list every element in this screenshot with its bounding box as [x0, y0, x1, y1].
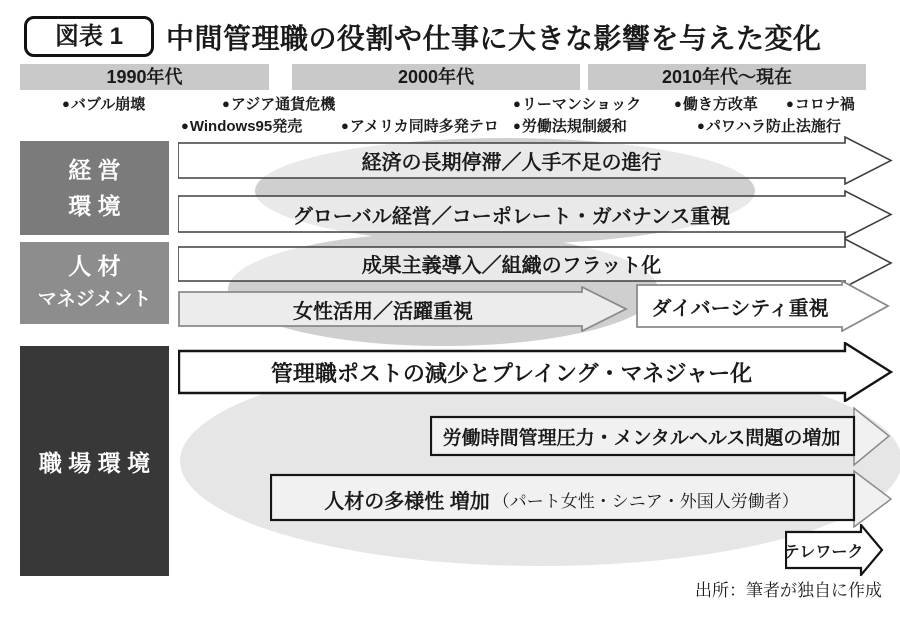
event-label: アジア通貨危機	[230, 96, 336, 113]
arrow-workforce-diversity	[270, 470, 893, 528]
event-label: バブル崩壊	[70, 96, 146, 113]
category-block-hr-management	[20, 242, 169, 324]
decade-band-2000s: 2000年代	[292, 64, 580, 90]
event-windows95	[181, 116, 302, 136]
category-block-workplace-env	[20, 346, 169, 576]
arrow-label-sub: （パート女性・シニア・外国人労働者）	[492, 491, 799, 511]
arrow-global-governance	[178, 190, 893, 239]
event-corona	[786, 94, 855, 114]
event-label: リーマンショック	[521, 96, 642, 113]
event-label: 労働法規制緩和	[521, 118, 627, 135]
event-lehman-shock	[513, 94, 641, 114]
event-asian-currency-crisis	[222, 94, 335, 114]
event-label: 働き方改革	[682, 96, 758, 113]
source-credit: 出所：筆者が独自に作成	[695, 581, 882, 600]
arrow-women-utilization	[178, 286, 628, 332]
bullet-icon: ●	[697, 118, 705, 133]
arrow-mental-health	[430, 406, 891, 467]
event-pawahara-law	[697, 116, 841, 136]
event-workstyle-reform	[674, 94, 758, 114]
figure-number-badge: 図表 1	[24, 16, 154, 57]
category-label-line: 経 営	[68, 157, 121, 183]
arrow-playing-manager	[178, 342, 893, 402]
bullet-icon: ●	[222, 96, 230, 111]
category-label-line: 職 場 環 境	[38, 449, 151, 476]
bullet-icon: ●	[674, 96, 682, 111]
arrow-telework	[785, 524, 884, 576]
bullet-icon: ●	[786, 96, 794, 111]
figure-title: 中間管理職の役割や仕事に大きな影響を与えた変化	[166, 23, 822, 54]
arrow-label: 管理職ポストの減少とプレイング・マネジャー化	[270, 360, 753, 386]
event-label: アメリカ同時多発テロ	[349, 118, 499, 135]
event-label: Windows95発売	[189, 118, 303, 135]
arrow-label: 成果主義導入／組織のフラット化	[361, 254, 662, 277]
category-label-line: 人 材	[68, 253, 121, 279]
arrow-label: 労働時間管理圧力・メンタルヘルス問題の増加	[442, 428, 841, 449]
bullet-icon: ●	[513, 96, 521, 111]
category-label-line: マネジメント	[37, 289, 152, 310]
arrow-label: 経済の長期停滞／人手不足の進行	[361, 152, 662, 174]
event-911-terror	[341, 116, 499, 136]
decade-band-2010s: 2010年代～現在	[588, 64, 866, 90]
arrow-diversity	[636, 280, 890, 332]
arrow-label: グローバル経営／コーポレート・ガバナンス重視	[292, 206, 731, 228]
bullet-icon: ●	[341, 118, 349, 133]
decade-band-1990s: 1990年代	[20, 64, 269, 90]
arrow-economic-stagnation	[178, 136, 893, 185]
category-label-line: 環 境	[68, 193, 121, 219]
bullet-icon: ●	[181, 118, 189, 133]
bullet-icon: ●	[62, 96, 70, 111]
arrow-label: ダイバーシティ重視	[651, 297, 829, 320]
arrow-label-main: 人材の多様性 増加	[324, 490, 490, 513]
arrow-label: 女性活用／活躍重視	[293, 300, 473, 323]
event-bubble-collapse	[62, 94, 145, 114]
event-label: コロナ禍	[794, 96, 855, 113]
event-labor-law-dereg	[513, 116, 627, 136]
bullet-icon: ●	[513, 118, 521, 133]
event-label: パワハラ防止法施行	[705, 118, 841, 135]
category-block-management-env	[20, 141, 169, 235]
arrow-label: テレワーク	[783, 543, 864, 561]
